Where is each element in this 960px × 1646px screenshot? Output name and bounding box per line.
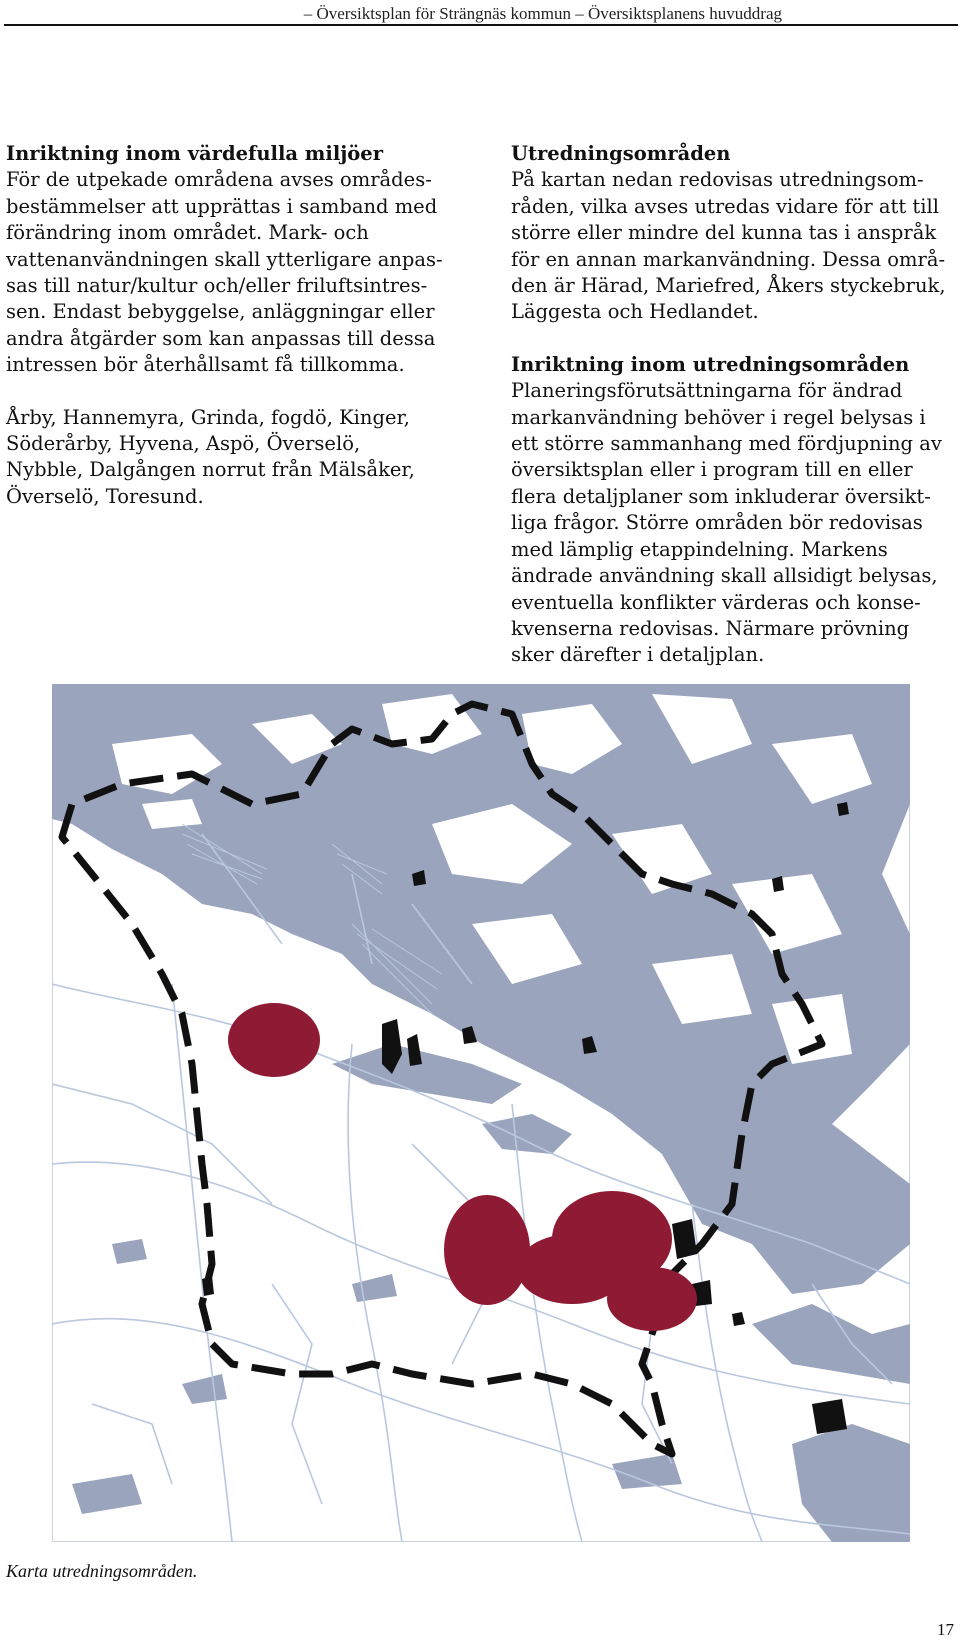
section-heading-orientation-investigation: Inriktning inom utredningsområden	[511, 352, 910, 376]
text-line: markanvändning behöver i regel belysas i	[511, 405, 926, 429]
places-line: Årby, Hannemyra, Grinda, fogdö, Kinger,	[6, 405, 410, 429]
text-line: Planeringsförutsättningarna för ändrad	[511, 379, 903, 403]
text-line: råden, vilka avses utredas vidare för att till	[511, 194, 939, 218]
text-line: ändrade användning skall allsidigt belysas,	[511, 564, 938, 588]
investigation-area-harad	[228, 1003, 320, 1077]
text-line: flera detaljplaner som inkluderar översikt-	[511, 484, 931, 508]
page-header	[0, 0, 960, 26]
text-line: översiktsplan eller i program till en eller	[511, 458, 913, 482]
text-line: sas till natur/kultur och/eller friluftsintres-	[6, 274, 428, 298]
text-line: ett större sammanhang med fördjupning av	[511, 432, 942, 456]
map-caption: Karta utredningsområden.	[6, 1561, 198, 1581]
text-line: för en annan markanvändning. Dessa områ-	[511, 247, 946, 271]
page-number: 17	[937, 1620, 954, 1639]
text-line: På kartan nedan redovisas utredningsom-	[511, 168, 924, 192]
investigation-area-mariefred	[444, 1195, 530, 1305]
header-rule	[4, 24, 958, 26]
text-line: vattenanvändningen skall ytterligare anpas-	[6, 247, 443, 271]
text-line: Läggesta och Hedlandet.	[511, 300, 759, 324]
text-line: liga frågor. Större områden bör redovisas	[511, 511, 923, 535]
places-line: Nybble, Dalgången norrut från Mälsåker,	[6, 458, 415, 482]
text-line: eventuella konflikter värderas och konse-	[511, 590, 921, 614]
text-line: större eller mindre del kunna tas i anspråk	[511, 221, 937, 245]
places-line: Överselö, Toresund.	[6, 484, 204, 508]
text-line: intressen bör återhållsamt få tillkomma.	[6, 353, 405, 377]
text-line: förändring inom området. Mark- och	[6, 221, 369, 245]
section-heading-investigation-areas: Utredningsområden	[511, 142, 731, 165]
places-line: Söderårby, Hyvena, Aspö, Överselö,	[6, 432, 361, 456]
section-heading-valuable-environments: Inriktning inom värdefulla miljöer	[6, 142, 383, 165]
text-line: kvenserna redovisas. Närmare prövning	[511, 616, 910, 640]
investigation-area-hedlandet	[607, 1267, 697, 1331]
text-line: bestämmelser att upprättas i samband med	[6, 194, 438, 218]
text-line: För de utpekade områdena avses områdes-	[6, 168, 432, 192]
text-line: den är Härad, Mariefred, Åkers styckebruk,	[511, 274, 946, 298]
text-line: sen. Endast bebyggelse, anläggningar eller	[6, 300, 435, 324]
text-line: andra åtgärder som kan anpassas till dessa	[6, 326, 436, 350]
text-line: sker därefter i detaljplan.	[511, 643, 765, 667]
left-column	[6, 141, 466, 510]
right-column	[511, 141, 956, 669]
text-line: med lämplig etappindelning. Markens	[511, 537, 888, 561]
investigation-areas-map	[52, 684, 910, 1542]
header-title: – Översiktsplan för Strängnäs kommun – Översiktsplanens huvuddrag	[303, 4, 782, 23]
